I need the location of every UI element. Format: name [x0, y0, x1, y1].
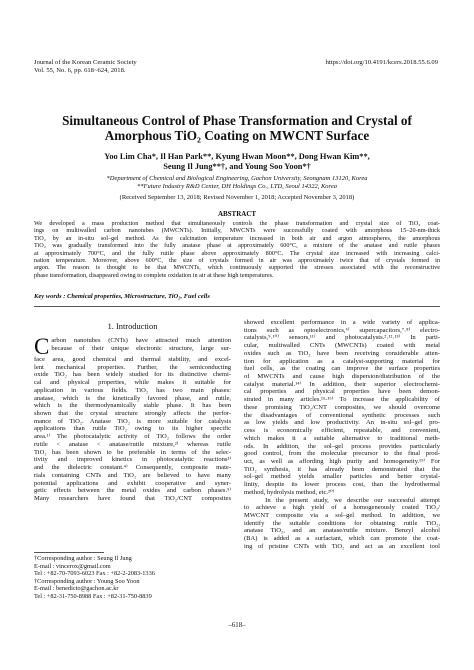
- body-line: rutile < anatase < anatase/rutile mixture,²⁾ whereas rutile: [34, 440, 231, 448]
- author-line: Yoo Lim Cha*, Il Han Park**, Kyung Hwan Moon**, Dong Hwan Kim**,: [104, 152, 370, 161]
- body-line: tion for application as a catalyst-supporting material for: [244, 357, 440, 365]
- abstract-line: TiO₂ by an in-situ sol–gel method. As the calcination temperature increased in both air and argon atmospheres, the amorphous: [34, 234, 440, 242]
- right-column: [244, 319, 440, 551]
- affiliation-line: **Future Industry R&D Center, DH Holdings Co., LTD, Seoul 14322, Korea: [137, 183, 337, 191]
- body-line: mance of TiO₂. Anatase TiO₂ is more suitable for catalysis: [34, 417, 231, 425]
- drop-cap: C: [34, 334, 50, 359]
- body-line: uct, as well as affording high purity and homogeneity.¹⁹⁾ For: [244, 457, 440, 465]
- body-line: In the present study, we describe our successful attempt: [244, 496, 440, 504]
- body-line: area.¹⁾ The photocatalytic activity of TiO₂ follows the order: [34, 433, 231, 441]
- body-line: ing of pristine CNTs with TiO₂ and act as an excellent tool: [244, 542, 440, 550]
- footnote-divider: [34, 552, 104, 553]
- journal-name: Journal of the Korean Ceramic Society: [34, 59, 137, 66]
- body-line: oxides such as TiO₂ have been receiving considerable atten-: [244, 349, 440, 357]
- page-number: –618–: [228, 622, 246, 629]
- body-line: MWCNT composite via a sol–gel method. In addition, we: [244, 511, 440, 519]
- keywords: Key words : Chemical properties, Microstructure, TiO₂, Fuel cells: [34, 293, 210, 300]
- body-line: TiO₂ has been shown to be preferable in terms of the selec-: [34, 448, 231, 456]
- doi-link[interactable]: https://doi.org/10.4191/kcers.2018.55.6.09: [325, 59, 438, 66]
- footnote-email[interactable]: E-mail : benedicto@gachon.ac.kr: [34, 585, 119, 592]
- body-line: rials containing CNTs and TiO₂ are believed to have many: [34, 471, 231, 479]
- body-line: cular, multiwalled CNTs (MWCNTs) coated with metal: [244, 342, 440, 350]
- author-line: Seung Il Jung**†, and Young Soo Yoon*†: [163, 162, 311, 172]
- section-heading: 1. Introduction: [107, 322, 158, 331]
- body-line: as low yields and low productivity. An in-situ sol–gel pro-: [244, 419, 440, 427]
- body-line: tivity and improved kinetics in photocatalytic reactions³⁾: [34, 456, 231, 464]
- body-line: the disadvantages of conventional synthetic processes such: [244, 411, 440, 419]
- footnote-line: Tel : +82-31-750-8988 Fax : +82-31-750-8839: [34, 592, 152, 600]
- body-line: application in various fields. TiO₂ has two main phases:: [34, 386, 231, 394]
- body-line: and the dielectric constant.⁴⁾ Consequently, composite mate-: [34, 464, 231, 472]
- body-line: good control, from the molecular precursor to the final prod-: [244, 450, 440, 458]
- body-line: fuel cells, as the coating can improve the surface properties: [244, 365, 440, 373]
- footnote-line: Tel : +82-70-7093-6023 Fax : +82-2-2083-1336: [34, 570, 155, 577]
- body-line: sol–gel method yields smaller particles and better crystal-: [244, 473, 440, 481]
- body-line: lent mechanical properties. Further, the semiconducting: [34, 363, 231, 371]
- body-line: strated in many articles.¹⁵˗¹⁶⁾ To increase the applicability of: [244, 396, 440, 404]
- affiliations: [30, 175, 444, 191]
- footnote-email[interactable]: E-mail : vincerox@gmail.com: [34, 562, 111, 570]
- body-line: anatase, which is the kinetically favored phase, and rutile,: [34, 394, 231, 402]
- body-line: cal and physical properties, while makes it suitable for: [34, 379, 231, 387]
- author-list: [30, 152, 444, 173]
- footnote-line: †Corresponding author : Young Soo Yoon: [34, 577, 140, 585]
- body-line: these promising TiO₂/CNT composites, we should overcome: [244, 403, 440, 411]
- title-line: Amorphous TiO₂ Coating on MWCNT Surface: [104, 128, 370, 143]
- body-line: face area, good chemical and thermal stability, and excel-: [34, 356, 231, 363]
- body-line: getic effects between the metal oxides and carbon phases.⁵⁾: [34, 487, 231, 495]
- body-line: arbon nanotubes (CNTs) have attracted much attention: [51, 337, 231, 344]
- abstract-line: We developed a mass production method that simultaneously controls the phase transformation and crystal size of TiO₂ coat-: [34, 220, 440, 227]
- body-line: method, hydrolysis method, etc.²⁰⁾: [244, 488, 335, 496]
- received-dates: (Received September 13, 2018; Revised November 1, 2018; Accepted November 3, 2018): [119, 194, 355, 201]
- footnotes: [34, 555, 234, 600]
- abstract-line: argon. The reason is thought to be that MWCNTs, which continuously supported the stresses associated with the reconstructive: [34, 264, 440, 272]
- body-line: of MWCNTs and cause high dispersion/distribution of the: [244, 373, 440, 381]
- abstract-line: nation temperature. Moreover, above 600°C, the size of crystals formed in air was approximately twice that of crystals formed in: [34, 257, 440, 265]
- abstract-line: at approximately 700°C, and the fully rutile phase above approximately 800°C. The crystal size increased with increasing calci-: [34, 249, 440, 257]
- body-line: because of their unique electronic structure, large sur-: [51, 344, 231, 352]
- body-line: linity, despite its lower process cost, than the hydrothermal: [244, 481, 440, 489]
- body-line: identify the suitable conditions for obtaining rutile TiO₂,: [244, 519, 440, 527]
- left-column: [34, 334, 231, 503]
- affiliation-line: *Department of Chemical and Biological Engineering, Gachon University, Seongnam 13120, Korea: [106, 175, 368, 182]
- body-line: which is the thermodynamically stable phase. It has been: [34, 402, 231, 410]
- abstract-line: ings on multiwalled carbon nanotubes (MWCNTs). Initially, MWCNTs were successfully coated with amorphous 15–20-nm-thick: [34, 227, 440, 235]
- body-line: to achieve a high yield of a homogeneously coated TiO₂/: [244, 504, 440, 512]
- abstract-line: TiO₂ was gradually transformed into the fully anatase phase at approximately 600°C, a mixture of the anatase and rutile phases: [34, 242, 440, 250]
- body-line: catalysts,⁹˒¹⁰⁾ sensors,¹¹⁾ and photocatalysts.²˒¹²˒¹³⁾ In parti-: [244, 334, 440, 342]
- body-line: cal properties and physical properties have been demon-: [244, 388, 440, 396]
- body-line: potential applications and exhibit cooperative and syner-: [34, 479, 231, 487]
- body-line: TiO₂ synthesis, it has already been demonstrated that the: [244, 465, 440, 473]
- body-line: (BA) is added as a surfactant, which can promote the coat-: [244, 535, 440, 543]
- paper-title: [30, 113, 444, 143]
- body-line: which makes it a suitable alternative to traditional meth-: [244, 434, 440, 442]
- body-line: cess is economically efficient, repeatable, and convenient,: [244, 427, 440, 435]
- journal-info: [34, 59, 137, 75]
- abstract-divider: [34, 306, 440, 307]
- title-line: Simultaneous Control of Phase Transformation and Crystal of: [62, 113, 412, 128]
- body-line: shown that the crystal structure strongly affects the perfor-: [34, 410, 231, 418]
- body-line: tions such as optoelectronics,⁶⁾ supercapacitors,⁷˒⁸⁾ electro-: [244, 326, 440, 334]
- body-line: ods. In addition, the sol–gel process provides particularly: [244, 442, 440, 450]
- body-line: applications than rutile TiO₂ owing to its higher specific: [34, 425, 231, 433]
- body-line: anatase TiO₂, and an anatase/rutile mixture. Benzyl alcohol: [244, 527, 440, 535]
- journal-volume: Vol. 55, No. 6, pp. 618~624, 2018.: [34, 67, 126, 75]
- body-line: showed excellent performance in a wide variety of applica-: [244, 319, 440, 326]
- abstract-line: phase transformation, disappeared owing to complete oxidation in air at these high temperatures.: [34, 271, 274, 279]
- abstract-heading: ABSTRACT: [217, 210, 257, 218]
- body-line: oxide TiO₂ has been widely studied for its distinctive chemi-: [34, 371, 231, 379]
- footnote-line: †Corresponding author : Seung Il Jung: [34, 555, 132, 562]
- body-line: Many researchers have found that TiO₂/CNT composites: [34, 494, 231, 502]
- abstract-body: [34, 220, 440, 279]
- body-line: catalyst material.¹⁴⁾ In addition, their superior electrochemi-: [244, 380, 440, 388]
